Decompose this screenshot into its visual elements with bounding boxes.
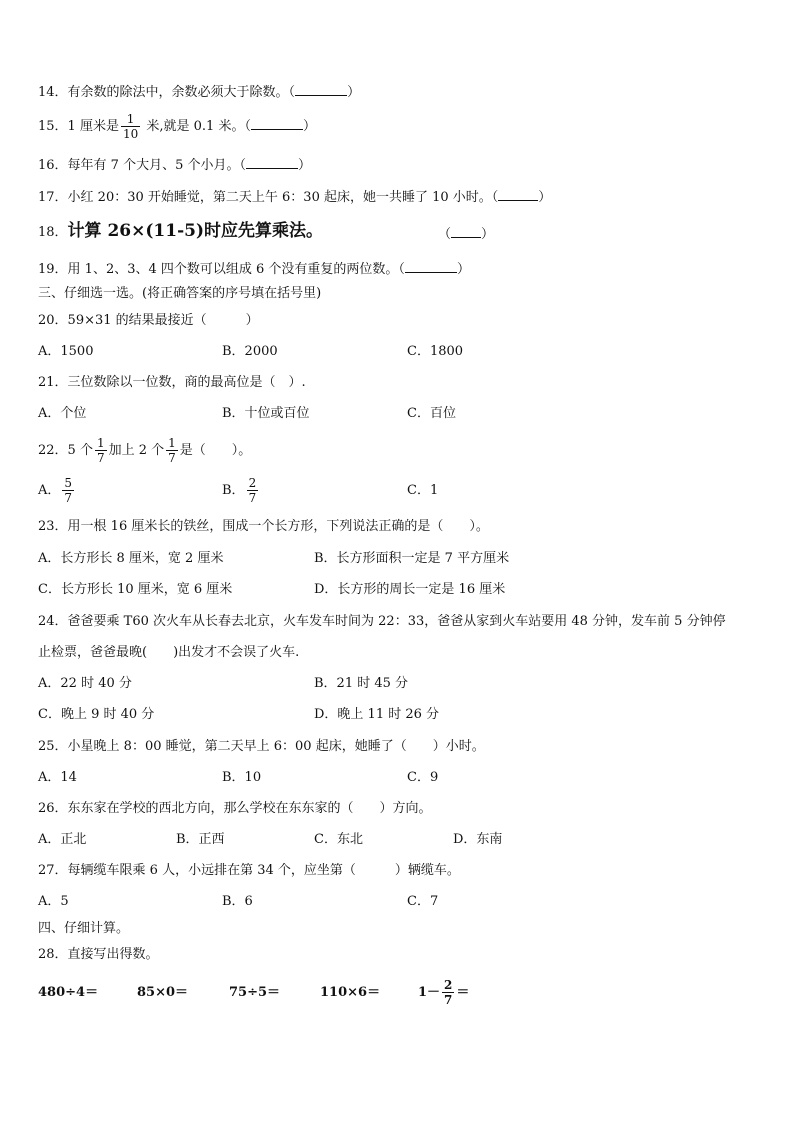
option-b[interactable]: B．长方形面积一定是 7 平方厘米 xyxy=(314,551,510,566)
answer-blank[interactable] xyxy=(405,259,457,273)
question-number: 17． xyxy=(38,190,68,205)
option-b[interactable]: B．十位或百位 xyxy=(222,406,310,421)
calc-expression: 480÷4＝ xyxy=(38,985,99,1000)
question-18 xyxy=(38,222,323,242)
option-b[interactable]: B．正西 xyxy=(176,832,225,847)
question-18-answer: （ ） xyxy=(438,224,494,244)
option-c[interactable]: C．9 xyxy=(407,770,439,785)
option-b[interactable]: B．21 时 45 分 xyxy=(314,676,409,691)
option-a[interactable]: A．22 时 40 分 xyxy=(38,676,132,691)
option-c[interactable]: C．1800 xyxy=(407,344,464,359)
question-text: 每年有 7 个大月、5 个小月。（ xyxy=(67,158,246,173)
question-text: 用一根 16 厘米长的铁丝，围成一个长方形，下列说法正确的是（ ）。 xyxy=(67,519,489,534)
question-19: 19．用 1、2、3、4 四个数可以组成 6 个没有重复的两位数。（ ） xyxy=(38,259,470,279)
option-b[interactable]: B．6 xyxy=(222,894,253,909)
option-b[interactable]: B．2000 xyxy=(222,344,278,359)
option-c[interactable]: C．东北 xyxy=(314,832,363,847)
question-text: 东东家在学校的西北方向，那么学校在东东家的（ ）方向。 xyxy=(67,801,432,816)
question-number: 23． xyxy=(38,519,68,534)
question-text: 三位数除以一位数，商的最高位是（ ）. xyxy=(67,375,306,390)
calc-expression: 110×6＝ xyxy=(320,985,381,1000)
answer-blank[interactable] xyxy=(246,155,298,169)
question-number: 18． xyxy=(38,225,68,240)
question-14: 14．有余数的除法中，余数必须大于除数。（ ） xyxy=(38,82,360,102)
question-text: 小星晚上 8：00 睡觉，第二天早上 6：00 起床，她睡了（ ）小时。 xyxy=(67,739,485,754)
question-text: 计算 26×(11-5)时应先算乘法。 xyxy=(67,221,323,241)
option-b[interactable]: B．10 xyxy=(222,770,262,785)
option-c[interactable]: C．百位 xyxy=(407,406,456,421)
question-number: 20． xyxy=(38,313,68,328)
answer-blank[interactable] xyxy=(451,224,481,238)
question-23 xyxy=(38,518,489,536)
calc-expression: 85×0＝ xyxy=(137,985,189,1000)
question-16: 16．每年有 7 个大月、5 个小月。（ ） xyxy=(38,155,311,175)
fraction: $\frac{2}{7}$ xyxy=(444,978,453,1007)
option-a[interactable]: A．个位 xyxy=(38,406,87,421)
question-number: 28． xyxy=(38,947,68,962)
answer-blank[interactable] xyxy=(498,187,538,201)
option-d[interactable]: D．长方形的周长一定是 16 厘米 xyxy=(314,582,506,597)
question-number: 21． xyxy=(38,375,68,390)
question-15: 15．1 厘米是 $\frac{1}{10}$ 米,就是 0.1 米。（ ） xyxy=(38,112,316,141)
question-text: 用 1、2、3、4 四个数可以组成 6 个没有重复的两位数。（ xyxy=(67,262,405,277)
question-20 xyxy=(38,312,259,330)
option-a[interactable]: A．14 xyxy=(38,770,77,785)
option-a[interactable]: A．1500 xyxy=(38,344,94,359)
question-number: 15． xyxy=(38,119,68,134)
question-number: 14． xyxy=(38,85,68,100)
option-a[interactable]: A．正北 xyxy=(38,832,87,847)
question-number: 27． xyxy=(38,863,68,878)
question-26 xyxy=(38,800,432,818)
option-d[interactable]: D．东南 xyxy=(453,832,503,847)
option-a[interactable]: A．5 xyxy=(38,894,69,909)
question-number: 16． xyxy=(38,158,68,173)
question-number: 25． xyxy=(38,739,68,754)
question-24 xyxy=(38,613,726,631)
fraction: $\frac{2}{7}$ xyxy=(248,476,257,505)
question-21 xyxy=(38,374,306,392)
question-17: 17．小红 20：30 开始睡觉，第二天上午 6：30 起床，她一共睡了 10 小时。（ ） xyxy=(38,187,551,207)
section-four-heading: 四、仔细计算。 xyxy=(38,921,130,936)
question-24-continued: 止检票，爸爸最晚( )出发才不会误了火车. xyxy=(38,645,300,660)
option-a[interactable]: A． $\frac{5}{7}$ xyxy=(38,476,73,505)
option-c[interactable]: C．1 xyxy=(407,483,439,498)
question-text: 59×31 的结果最接近（ ） xyxy=(67,313,259,328)
question-number: 19． xyxy=(38,262,68,277)
option-a[interactable]: A．长方形长 8 厘米，宽 2 厘米 xyxy=(38,551,224,566)
question-text: 爸爸要乘 T60 次火车从长春去北京，火车发车时间为 22：33，爸爸从家到火车站要用 48 分钟，发车前 5 分钟停 xyxy=(67,614,726,629)
fraction: $\frac{1}{7}$ xyxy=(96,436,105,465)
option-c[interactable]: C．晚上 9 时 40 分 xyxy=(38,707,155,722)
answer-blank[interactable] xyxy=(251,116,303,130)
question-22: 22．5 个 $\frac{1}{7}$ 加上 2 个 $\frac{1}{7}$ 是（ ）。 xyxy=(38,436,252,465)
question-text: 直接写出得数。 xyxy=(67,947,159,962)
question-text: 有余数的除法中，余数必须大于除数。（ xyxy=(67,85,296,100)
question-number: 24． xyxy=(38,614,68,629)
fraction: $\frac{5}{7}$ xyxy=(64,476,73,505)
option-d[interactable]: D．晚上 11 时 26 分 xyxy=(314,707,440,722)
question-25 xyxy=(38,738,485,756)
option-c[interactable]: C．长方形长 10 厘米，宽 6 厘米 xyxy=(38,582,233,597)
question-text: 小红 20：30 开始睡觉，第二天上午 6：30 起床，她一共睡了 10 小时。（ xyxy=(67,190,499,205)
question-27 xyxy=(38,862,460,880)
question-number: 26． xyxy=(38,801,68,816)
option-b[interactable]: B． $\frac{2}{7}$ xyxy=(222,476,257,505)
answer-blank[interactable] xyxy=(295,82,347,96)
question-text: 每辆缆车限乘 6 人，小远排在第 34 个，应坐第（ ）辆缆车。 xyxy=(67,863,460,878)
question-28 xyxy=(38,946,159,964)
calc-expression: 1－ $\frac{2}{7}$ ＝ xyxy=(418,978,470,1007)
question-number: 22． xyxy=(38,443,68,458)
option-c[interactable]: C．7 xyxy=(407,894,439,909)
section-three-heading: 三、仔细选一选。(将正确答案的序号填在括号里) xyxy=(38,286,322,301)
fraction: $\frac{1}{7}$ xyxy=(168,436,176,465)
calc-expression: 75÷5＝ xyxy=(229,985,281,1000)
fraction: $\frac{1}{10}$ xyxy=(122,112,139,141)
